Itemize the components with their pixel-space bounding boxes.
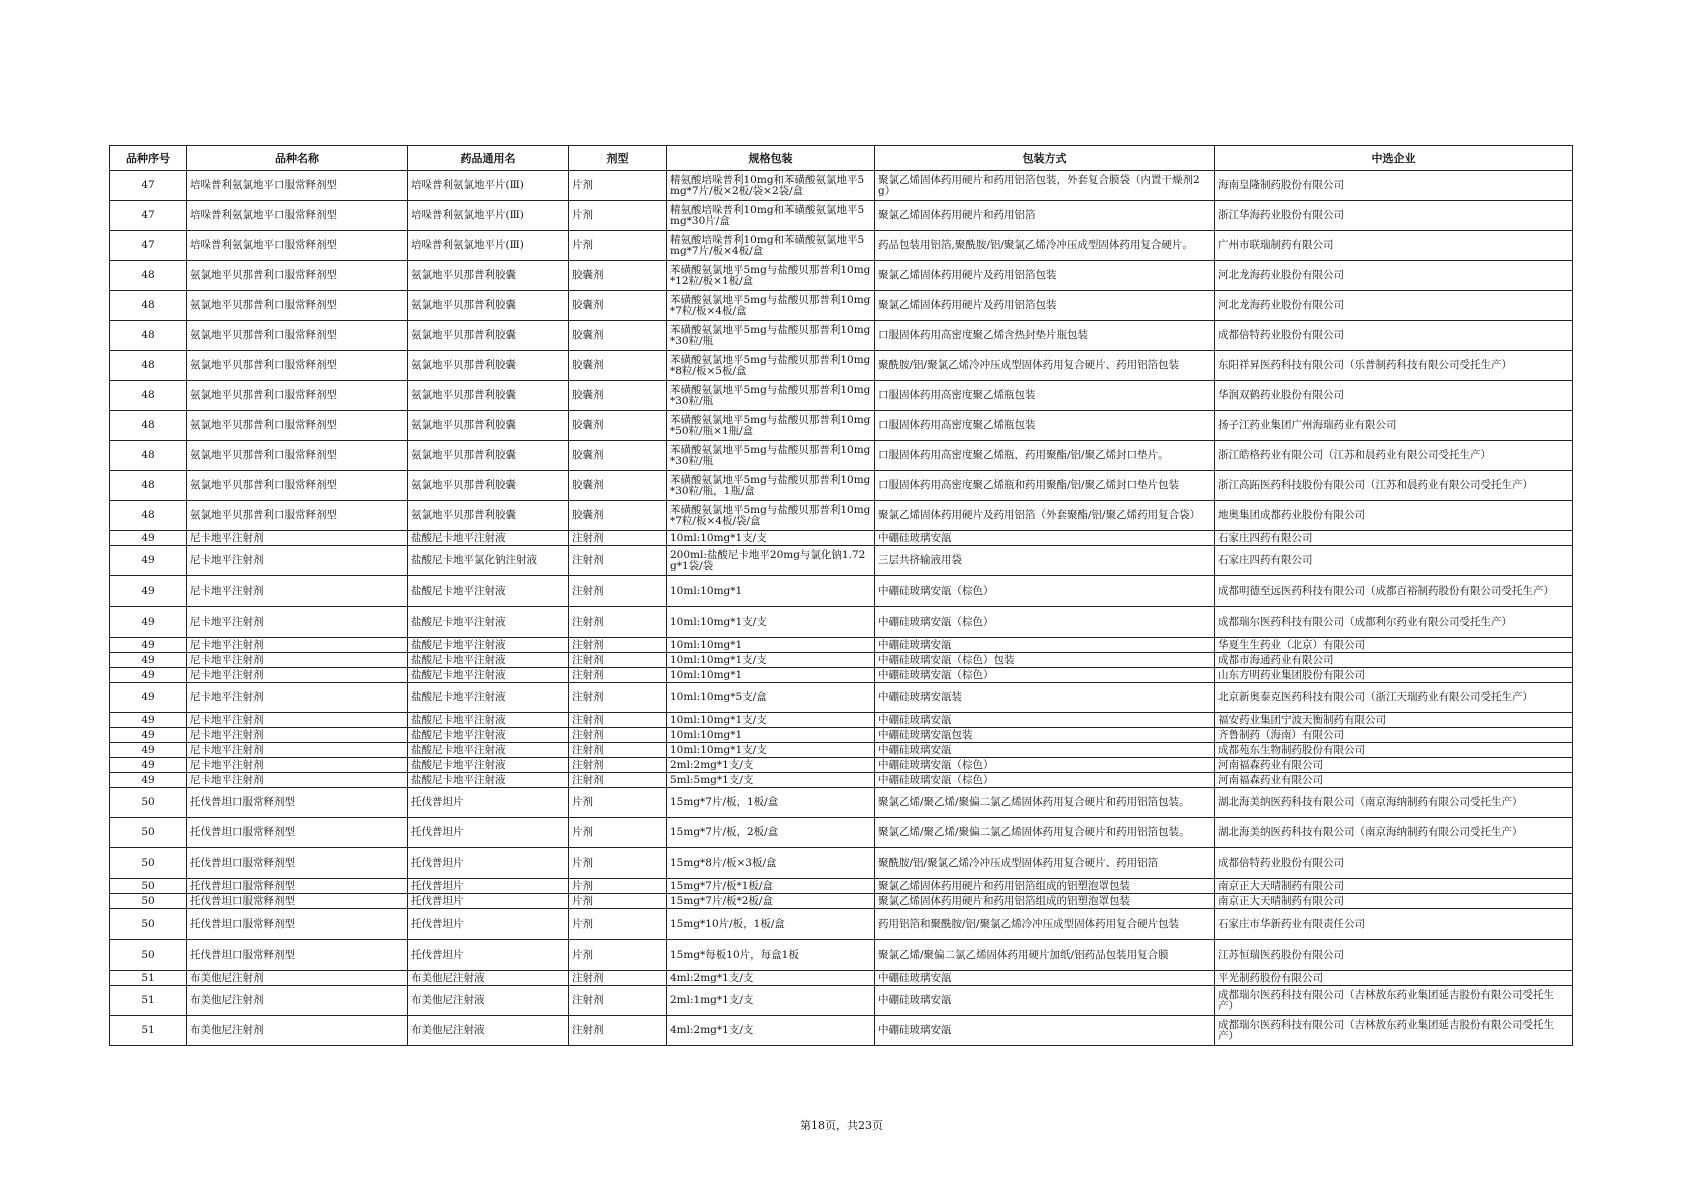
table-cell-form: 注射剂: [569, 743, 667, 758]
table-cell-pack: 聚氯乙烯固体药用硬片及药用铝箔包装: [875, 291, 1215, 321]
table-cell-variety: 氨氯地平贝那普利口服常释剂型: [187, 351, 408, 381]
table-cell-no: 49: [110, 668, 187, 683]
table-cell-spec: 精氨酸培哚普利10mg和苯磺酸氨氯地平5mg*7片/板×2板/袋×2袋/盒: [667, 171, 875, 201]
table-cell-variety: 托伐普坦口服常释剂型: [187, 894, 408, 909]
table-cell-pack: 聚氯乙烯固体药用硬片及药用铝箔包装: [875, 261, 1215, 291]
table-cell-spec: 10ml:10mg*1支/支: [667, 531, 875, 546]
table-cell-generic: 布美他尼注射液: [408, 986, 569, 1016]
table-cell-company: 浙江高跖医药科技股份有限公司（江苏和晨药业有限公司受托生产）: [1215, 471, 1573, 501]
table-cell-spec: 2ml:1mg*1支/支: [667, 986, 875, 1016]
table-cell-spec: 5ml:5mg*1支/支: [667, 773, 875, 788]
col-header-company: 中选企业: [1215, 146, 1573, 171]
table-cell-form: 片剂: [569, 909, 667, 940]
table-row: [110, 471, 1573, 501]
table-cell-form: 注射剂: [569, 531, 667, 546]
table-row: [110, 758, 1573, 773]
table-cell-no: 49: [110, 607, 187, 638]
table-cell-generic: 盐酸尼卡地平注射液: [408, 728, 569, 743]
table-cell-company: 北京新奥泰克医药科技有限公司（浙江天瑞药业有限公司受托生产）: [1215, 683, 1573, 713]
table-cell-pack: 中硼硅玻璃安瓿（棕色）包装: [875, 653, 1215, 668]
table-cell-no: 48: [110, 441, 187, 471]
table-row: [110, 848, 1573, 879]
table-cell-spec: 苯磺酸氨氯地平5mg与盐酸贝那普利10mg*12粒/板×1板/盒: [667, 261, 875, 291]
table-cell-generic: 盐酸尼卡地平注射液: [408, 668, 569, 683]
col-header-spec-package: 规格包装: [667, 146, 875, 171]
table-cell-company: 江苏恒瑞医药股份有限公司: [1215, 940, 1573, 971]
table-row: [110, 261, 1573, 291]
table-cell-no: 48: [110, 501, 187, 531]
table-cell-variety: 布美他尼注射剂: [187, 971, 408, 986]
table-cell-spec: 精氨酸培哚普利10mg和苯磺酸氨氯地平5mg*30片/盒: [667, 201, 875, 231]
table-cell-pack: 中硼硅玻璃安瓿（棕色）: [875, 607, 1215, 638]
table-cell-spec: 苯磺酸氨氯地平5mg与盐酸贝那普利10mg*30粒/瓶: [667, 381, 875, 411]
table-cell-no: 50: [110, 788, 187, 818]
table-row: [110, 321, 1573, 351]
table-cell-no: 48: [110, 321, 187, 351]
table-cell-variety: 氨氯地平贝那普利口服常释剂型: [187, 321, 408, 351]
table-cell-variety: 氨氯地平贝那普利口服常释剂型: [187, 411, 408, 441]
table-cell-form: 胶囊剂: [569, 411, 667, 441]
table-header-row: [110, 146, 1573, 171]
table-cell-form: 胶囊剂: [569, 381, 667, 411]
table-cell-no: 49: [110, 576, 187, 607]
table-cell-company: 海南皇隆制药股份有限公司: [1215, 171, 1573, 201]
table-cell-spec: 200ml:盐酸尼卡地平20mg与氯化钠1.72g*1袋/袋: [667, 546, 875, 576]
table-cell-no: 47: [110, 231, 187, 261]
table-cell-generic: 盐酸尼卡地平注射液: [408, 638, 569, 653]
table-cell-no: 48: [110, 381, 187, 411]
table-cell-company: 东阳祥昇医药科技有限公司（乐普制药科技有限公司受托生产）: [1215, 351, 1573, 381]
table-cell-variety: 尼卡地平注射剂: [187, 758, 408, 773]
table-cell-generic: 托伐普坦片: [408, 940, 569, 971]
table-cell-generic: 氨氯地平贝那普利胶囊: [408, 381, 569, 411]
table-row: [110, 818, 1573, 848]
table-cell-generic: 盐酸尼卡地平注射液: [408, 683, 569, 713]
table-cell-form: 胶囊剂: [569, 321, 667, 351]
table-cell-pack: 口服固体药用高密度聚乙烯瓶和药用聚酯/铝/聚乙烯封口垫片包装: [875, 471, 1215, 501]
table-cell-generic: 氨氯地平贝那普利胶囊: [408, 351, 569, 381]
table-cell-no: 49: [110, 773, 187, 788]
table-cell-company: 成都倍特药业股份有限公司: [1215, 848, 1573, 879]
table-cell-pack: 中硼硅玻璃安瓿: [875, 743, 1215, 758]
table-row: [110, 638, 1573, 653]
table-cell-generic: 氨氯地平贝那普利胶囊: [408, 291, 569, 321]
table-row: [110, 171, 1573, 201]
table-row: [110, 668, 1573, 683]
table-cell-spec: 15mg*7片/板*1板/盒: [667, 879, 875, 894]
table-row: [110, 879, 1573, 894]
table-cell-no: 50: [110, 894, 187, 909]
table-cell-company: 华润双鹤药业股份有限公司: [1215, 381, 1573, 411]
table-cell-generic: 盐酸尼卡地平注射液: [408, 607, 569, 638]
col-header-dosage-form: 剂型: [569, 146, 667, 171]
table-cell-pack: 药品包装用铝箔,聚酰胺/铝/聚氯乙烯冷冲压成型固体药用复合硬片。: [875, 231, 1215, 261]
table-cell-generic: 培哚普利氨氯地平片(Ⅲ): [408, 201, 569, 231]
table-cell-company: 福安药业集团宁波天衡制药有限公司: [1215, 713, 1573, 728]
table-cell-pack: 聚氯乙烯固体药用硬片和药用铝箔包装，外套复合膜袋（内置干燥剂2g）: [875, 171, 1215, 201]
table-cell-company: 成都瑞尔医药科技有限公司（吉林敖东药业集团延吉股份有限公司受托生产）: [1215, 1016, 1573, 1046]
table-cell-form: 胶囊剂: [569, 441, 667, 471]
table-row: [110, 501, 1573, 531]
table-cell-no: 48: [110, 261, 187, 291]
table-cell-variety: 尼卡地平注射剂: [187, 668, 408, 683]
page-footer: 第18页，共23页: [800, 1119, 883, 1132]
table-cell-spec: 4ml:2mg*1支/支: [667, 1016, 875, 1046]
table-cell-variety: 布美他尼注射剂: [187, 986, 408, 1016]
table-cell-company: 河南福森药业有限公司: [1215, 773, 1573, 788]
table-cell-variety: 托伐普坦口服常释剂型: [187, 818, 408, 848]
table-cell-form: 注射剂: [569, 773, 667, 788]
table-cell-generic: 托伐普坦片: [408, 879, 569, 894]
table-cell-pack: 中硼硅玻璃安瓿: [875, 531, 1215, 546]
table-cell-generic: 氨氯地平贝那普利胶囊: [408, 261, 569, 291]
table-cell-generic: 盐酸尼卡地平氯化钠注射液: [408, 546, 569, 576]
table-cell-spec: 苯磺酸氨氯地平5mg与盐酸贝那普利10mg*50粒/瓶×1瓶/盒: [667, 411, 875, 441]
table-cell-no: 49: [110, 683, 187, 713]
table-cell-no: 49: [110, 638, 187, 653]
col-header-variety-name: 品种名称: [187, 146, 408, 171]
table-cell-company: 浙江华海药业股份有限公司: [1215, 201, 1573, 231]
table-cell-variety: 尼卡地平注射剂: [187, 728, 408, 743]
table-cell-form: 片剂: [569, 171, 667, 201]
table-cell-generic: 托伐普坦片: [408, 909, 569, 940]
table-cell-generic: 氨氯地平贝那普利胶囊: [408, 501, 569, 531]
table-cell-no: 49: [110, 758, 187, 773]
table-cell-pack: 中硼硅玻璃安瓿: [875, 986, 1215, 1016]
table-cell-generic: 托伐普坦片: [408, 848, 569, 879]
table-row: [110, 773, 1573, 788]
table-cell-form: 片剂: [569, 788, 667, 818]
table-cell-pack: 中硼硅玻璃安瓿包装: [875, 728, 1215, 743]
table-cell-pack: 中硼硅玻璃安瓿（棕色）: [875, 773, 1215, 788]
table-cell-no: 50: [110, 940, 187, 971]
table-cell-company: 平光制药股份有限公司: [1215, 971, 1573, 986]
table-cell-generic: 氨氯地平贝那普利胶囊: [408, 411, 569, 441]
table-row: [110, 894, 1573, 909]
table-row: [110, 683, 1573, 713]
table-cell-no: 48: [110, 471, 187, 501]
table-cell-company: 齐鲁制药（海南）有限公司: [1215, 728, 1573, 743]
table-cell-no: 51: [110, 986, 187, 1016]
table-cell-pack: 中硼硅玻璃安瓿: [875, 713, 1215, 728]
table-cell-spec: 4ml:2mg*1支/支: [667, 971, 875, 986]
table-cell-pack: 口服固体药用高密度聚乙烯瓶包装: [875, 411, 1215, 441]
table-cell-no: 49: [110, 531, 187, 546]
table-cell-no: 49: [110, 546, 187, 576]
table-cell-no: 49: [110, 728, 187, 743]
table-cell-form: 片剂: [569, 894, 667, 909]
table-row: [110, 231, 1573, 261]
table-cell-variety: 氨氯地平贝那普利口服常释剂型: [187, 471, 408, 501]
table-cell-generic: 盐酸尼卡地平注射液: [408, 758, 569, 773]
table-cell-pack: 聚氯乙烯固体药用硬片和药用铝箔组成的铝塑泡罩包装: [875, 879, 1215, 894]
table-cell-variety: 氨氯地平贝那普利口服常释剂型: [187, 441, 408, 471]
table-cell-generic: 布美他尼注射液: [408, 971, 569, 986]
table-cell-no: 50: [110, 879, 187, 894]
table-cell-spec: 10ml:10mg*1: [667, 668, 875, 683]
table-cell-generic: 氨氯地平贝那普利胶囊: [408, 321, 569, 351]
table-cell-pack: 口服固体药用高密度聚乙烯含热封垫片瓶包装: [875, 321, 1215, 351]
table-cell-no: 49: [110, 743, 187, 758]
table-cell-spec: 10ml:10mg*1: [667, 576, 875, 607]
table-cell-generic: 培哚普利氨氯地平片(Ⅲ): [408, 231, 569, 261]
table-cell-spec: 苯磺酸氨氯地平5mg与盐酸贝那普利10mg*8粒/板×5板/盒: [667, 351, 875, 381]
table-cell-pack: 聚氯乙烯/聚偏二氯乙烯固体药用硬片加纸/铝药品包装用复合膜: [875, 940, 1215, 971]
col-header-variety-no: 品种序号: [110, 146, 187, 171]
table-cell-form: 注射剂: [569, 576, 667, 607]
table-row: [110, 743, 1573, 758]
table-cell-form: 片剂: [569, 848, 667, 879]
table-cell-company: 河南福森药业有限公司: [1215, 758, 1573, 773]
table-cell-variety: 尼卡地平注射剂: [187, 713, 408, 728]
table-cell-form: 片剂: [569, 201, 667, 231]
table-cell-company: 成都市海通药业有限公司: [1215, 653, 1573, 668]
table-cell-pack: 中硼硅玻璃安瓿: [875, 1016, 1215, 1046]
col-header-generic-name: 药品通用名: [408, 146, 569, 171]
table-cell-company: 南京正大天晴制药有限公司: [1215, 879, 1573, 894]
table-cell-company: 湖北海美纳医药科技有限公司（南京海纳制药有限公司受托生产）: [1215, 788, 1573, 818]
table-cell-spec: 精氨酸培哚普利10mg和苯磺酸氨氯地平5mg*7片/板×4板/盒: [667, 231, 875, 261]
table-cell-form: 注射剂: [569, 971, 667, 986]
table-cell-form: 片剂: [569, 231, 667, 261]
table-cell-variety: 尼卡地平注射剂: [187, 683, 408, 713]
table-cell-form: 注射剂: [569, 607, 667, 638]
table-cell-spec: 苯磺酸氨氯地平5mg与盐酸贝那普利10mg*30粒/瓶: [667, 441, 875, 471]
table-cell-pack: 三层共挤输液用袋: [875, 546, 1215, 576]
table-cell-variety: 尼卡地平注射剂: [187, 531, 408, 546]
table-row: [110, 576, 1573, 607]
table-cell-company: 扬子江药业集团广州海瑞药业有限公司: [1215, 411, 1573, 441]
table-cell-pack: 中硼硅玻璃安瓿: [875, 971, 1215, 986]
table-cell-variety: 尼卡地平注射剂: [187, 607, 408, 638]
table-cell-company: 广州市联瑞制药有限公司: [1215, 231, 1573, 261]
table-cell-form: 胶囊剂: [569, 261, 667, 291]
table-cell-no: 49: [110, 713, 187, 728]
table-cell-form: 注射剂: [569, 546, 667, 576]
table-cell-form: 注射剂: [569, 986, 667, 1016]
table-cell-spec: 苯磺酸氨氯地平5mg与盐酸贝那普利10mg*7粒/板×4板/袋/盒: [667, 501, 875, 531]
table-cell-company: 河北龙海药业股份有限公司: [1215, 291, 1573, 321]
table-cell-form: 注射剂: [569, 653, 667, 668]
table-row: [110, 411, 1573, 441]
table-cell-pack: 聚酰胺/铝/聚氯乙烯冷冲压成型固体药用复合硬片、药用铝箔: [875, 848, 1215, 879]
table-cell-spec: 10ml:10mg*1支/支: [667, 713, 875, 728]
table-cell-variety: 尼卡地平注射剂: [187, 743, 408, 758]
table-row: [110, 441, 1573, 471]
table-cell-spec: 10ml:10mg*1: [667, 728, 875, 743]
table-cell-variety: 尼卡地平注射剂: [187, 773, 408, 788]
table-cell-no: 51: [110, 971, 187, 986]
table-cell-pack: 中硼硅玻璃安瓿（棕色）: [875, 668, 1215, 683]
table-cell-spec: 10ml:10mg*1支/支: [667, 607, 875, 638]
table-cell-no: 50: [110, 909, 187, 940]
table-cell-pack: 聚氯乙烯固体药用硬片及药用铝箔（外套聚酯/铝/聚乙烯药用复合袋）: [875, 501, 1215, 531]
table-row: [110, 653, 1573, 668]
table-cell-pack: 聚氯乙烯/聚乙烯/聚偏二氯乙烯固体药用复合硬片和药用铝箔包装。: [875, 788, 1215, 818]
table-cell-spec: 苯磺酸氨氯地平5mg与盐酸贝那普利10mg*7粒/板×4板/盒: [667, 291, 875, 321]
table-cell-form: 片剂: [569, 879, 667, 894]
table-cell-pack: 聚氯乙烯固体药用硬片和药用铝箔组成的铝塑泡罩包装: [875, 894, 1215, 909]
table-cell-variety: 培哚普利氨氯地平口服常释剂型: [187, 171, 408, 201]
table-cell-generic: 盐酸尼卡地平注射液: [408, 576, 569, 607]
table-row: [110, 940, 1573, 971]
table-cell-form: 注射剂: [569, 1016, 667, 1046]
table-cell-company: 湖北海美纳医药科技有限公司（南京海纳制药有限公司受托生产）: [1215, 818, 1573, 848]
table-cell-company: 浙江皓格药业有限公司（江苏和晨药业有限公司受托生产）: [1215, 441, 1573, 471]
table-cell-pack: 中硼硅玻璃安瓿装: [875, 683, 1215, 713]
table-cell-company: 成都瑞尔医药科技有限公司（吉林敖东药业集团延吉股份有限公司受托生产）: [1215, 986, 1573, 1016]
table-cell-form: 注射剂: [569, 713, 667, 728]
table-cell-no: 48: [110, 351, 187, 381]
table-row: [110, 971, 1573, 986]
table-cell-spec: 10ml:10mg*1支/支: [667, 653, 875, 668]
table-cell-generic: 培哚普利氨氯地平片(Ⅲ): [408, 171, 569, 201]
table-cell-pack: 聚氯乙烯/聚乙烯/聚偏二氯乙烯固体药用复合硬片和药用铝箔包装。: [875, 818, 1215, 848]
table-cell-variety: 尼卡地平注射剂: [187, 546, 408, 576]
table-cell-variety: 托伐普坦口服常释剂型: [187, 848, 408, 879]
table-cell-variety: 培哚普利氨氯地平口服常释剂型: [187, 201, 408, 231]
table-cell-pack: 聚氯乙烯固体药用硬片和药用铝箔: [875, 201, 1215, 231]
table-row: [110, 531, 1573, 546]
table-row: [110, 381, 1573, 411]
table-row: [110, 351, 1573, 381]
table-cell-generic: 盐酸尼卡地平注射液: [408, 531, 569, 546]
table-cell-company: 成都明德至远医药科技有限公司（成都百裕制药股份有限公司受托生产）: [1215, 576, 1573, 607]
table-cell-pack: 口服固体药用高密度聚乙烯瓶包装: [875, 381, 1215, 411]
table-row: [110, 291, 1573, 321]
table-cell-spec: 15mg*7片/板，2板/盒: [667, 818, 875, 848]
table-cell-form: 胶囊剂: [569, 501, 667, 531]
table-cell-form: 胶囊剂: [569, 291, 667, 321]
table-cell-form: 片剂: [569, 940, 667, 971]
table-cell-spec: 苯磺酸氨氯地平5mg与盐酸贝那普利10mg*30粒/瓶: [667, 321, 875, 351]
table-row: [110, 986, 1573, 1016]
table-cell-generic: 托伐普坦片: [408, 788, 569, 818]
table-cell-company: 华夏生生药业（北京）有限公司: [1215, 638, 1573, 653]
table-cell-spec: 15mg*7片/板，1板/盒: [667, 788, 875, 818]
table-row: [110, 546, 1573, 576]
table-cell-form: 注射剂: [569, 638, 667, 653]
table-cell-no: 48: [110, 291, 187, 321]
table-cell-form: 注射剂: [569, 668, 667, 683]
table-cell-variety: 托伐普坦口服常释剂型: [187, 909, 408, 940]
table-cell-variety: 氨氯地平贝那普利口服常释剂型: [187, 501, 408, 531]
table-cell-variety: 尼卡地平注射剂: [187, 638, 408, 653]
table-cell-pack: 聚酰胺/铝/聚氯乙烯冷冲压成型固体药用复合硬片、药用铝箔包装: [875, 351, 1215, 381]
table-cell-generic: 盐酸尼卡地平注射液: [408, 653, 569, 668]
table-cell-spec: 15mg*7片/板*2板/盒: [667, 894, 875, 909]
table-cell-generic: 氨氯地平贝那普利胶囊: [408, 471, 569, 501]
table-cell-company: 南京正大天晴制药有限公司: [1215, 894, 1573, 909]
table-cell-no: 51: [110, 1016, 187, 1046]
table-cell-variety: 尼卡地平注射剂: [187, 653, 408, 668]
table-cell-pack: 口服固体药用高密度聚乙烯瓶，药用聚酯/铝/聚乙烯封口垫片。: [875, 441, 1215, 471]
table-row: [110, 788, 1573, 818]
table-cell-form: 注射剂: [569, 683, 667, 713]
table-cell-spec: 10ml:10mg*1支/支: [667, 743, 875, 758]
table-cell-generic: 盐酸尼卡地平注射液: [408, 713, 569, 728]
table-cell-company: 石家庄四药有限公司: [1215, 546, 1573, 576]
table-cell-spec: 15mg*8片/板×3板/盒: [667, 848, 875, 879]
table-cell-variety: 托伐普坦口服常释剂型: [187, 788, 408, 818]
table-cell-no: 50: [110, 848, 187, 879]
table-cell-company: 河北龙海药业股份有限公司: [1215, 261, 1573, 291]
table-cell-no: 50: [110, 818, 187, 848]
table-cell-variety: 培哚普利氨氯地平口服常释剂型: [187, 231, 408, 261]
table-cell-variety: 氨氯地平贝那普利口服常释剂型: [187, 381, 408, 411]
table-cell-form: 胶囊剂: [569, 471, 667, 501]
table-cell-pack: 中硼硅玻璃安瓿（棕色）: [875, 576, 1215, 607]
table-row: [110, 909, 1573, 940]
table-cell-form: 片剂: [569, 818, 667, 848]
table-row: [110, 713, 1573, 728]
table-cell-pack: 中硼硅玻璃安瓿（棕色）: [875, 758, 1215, 773]
table-cell-spec: 10ml:10mg*1: [667, 638, 875, 653]
table-cell-company: 地奥集团成都药业股份有限公司: [1215, 501, 1573, 531]
table-cell-company: 成都瑞尔医药科技有限公司（成都利尔药业有限公司受托生产）: [1215, 607, 1573, 638]
table-cell-company: 成都苑东生物制药股份有限公司: [1215, 743, 1573, 758]
table-cell-form: 注射剂: [569, 758, 667, 773]
table-cell-company: 石家庄四药有限公司: [1215, 531, 1573, 546]
table-cell-no: 48: [110, 411, 187, 441]
table-cell-variety: 尼卡地平注射剂: [187, 576, 408, 607]
table-cell-generic: 盐酸尼卡地平注射液: [408, 743, 569, 758]
table-cell-generic: 盐酸尼卡地平注射液: [408, 773, 569, 788]
table-row: [110, 201, 1573, 231]
table-cell-form: 胶囊剂: [569, 351, 667, 381]
table-cell-company: 成都倍特药业股份有限公司: [1215, 321, 1573, 351]
table-cell-variety: 托伐普坦口服常释剂型: [187, 940, 408, 971]
table-cell-form: 注射剂: [569, 728, 667, 743]
table-row: [110, 728, 1573, 743]
col-header-package-method: 包装方式: [875, 146, 1215, 171]
table-cell-spec: 苯磺酸氨氯地平5mg与盐酸贝那普利10mg*30粒/瓶，1瓶/盒: [667, 471, 875, 501]
table-cell-no: 47: [110, 201, 187, 231]
table-cell-company: 山东方明药业集团股份有限公司: [1215, 668, 1573, 683]
table-row: [110, 607, 1573, 638]
table-cell-spec: 15mg*每板10片，每盒1板: [667, 940, 875, 971]
table-cell-variety: 托伐普坦口服常释剂型: [187, 879, 408, 894]
table-cell-pack: 中硼硅玻璃安瓿: [875, 638, 1215, 653]
table-cell-generic: 托伐普坦片: [408, 894, 569, 909]
table-cell-variety: 氨氯地平贝那普利口服常释剂型: [187, 291, 408, 321]
table-cell-spec: 2ml:2mg*1支/支: [667, 758, 875, 773]
table-cell-company: 石家庄市华新药业有限责任公司: [1215, 909, 1573, 940]
table-row: [110, 1016, 1573, 1046]
table-cell-spec: 15mg*10片/板，1板/盒: [667, 909, 875, 940]
table-cell-variety: 氨氯地平贝那普利口服常释剂型: [187, 261, 408, 291]
drug-table: [109, 145, 1573, 1046]
table-cell-spec: 10ml:10mg*5支/盒: [667, 683, 875, 713]
table-cell-no: 47: [110, 171, 187, 201]
table-cell-pack: 药用铝箔和聚酰胺/铝/聚氯乙烯冷冲压成型固体药用复合硬片包装: [875, 909, 1215, 940]
table-cell-generic: 布美他尼注射液: [408, 1016, 569, 1046]
table-cell-generic: 氨氯地平贝那普利胶囊: [408, 441, 569, 471]
table-cell-generic: 托伐普坦片: [408, 818, 569, 848]
table-cell-no: 49: [110, 653, 187, 668]
table-cell-variety: 布美他尼注射剂: [187, 1016, 408, 1046]
